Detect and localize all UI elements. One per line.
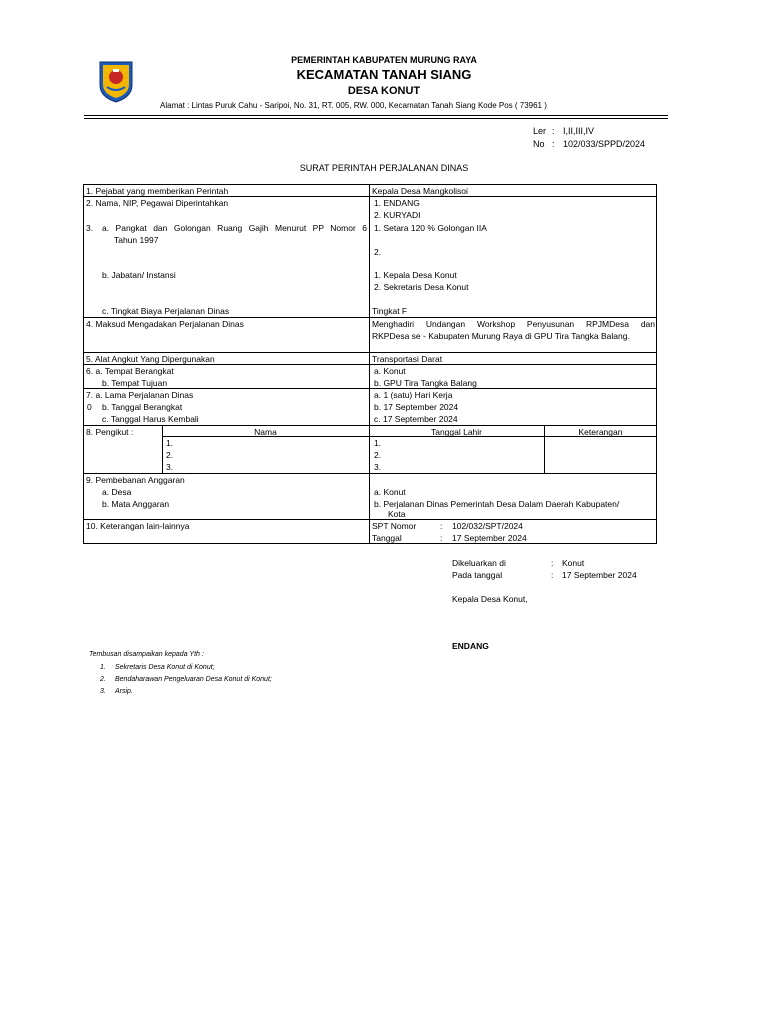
row4-label: 4. Maksud Mengadakan Perjalanan Dinas <box>86 319 244 329</box>
row9-label-3: b. Mata Anggaran <box>102 499 170 509</box>
header-village-line: DESA KONUT <box>347 85 421 97</box>
document-title: SURAT PERINTAH PERJALANAN DINAS <box>299 163 469 173</box>
row3c-value: Tingkat F <box>372 306 408 316</box>
row10-date-value: 17 September 2024 <box>452 533 527 543</box>
row8-tgl-1: 1. <box>374 438 382 448</box>
row7-value-1: a. 1 (satu) Hari Kerja <box>374 390 453 400</box>
row8-tgl-2: 2. <box>374 450 382 460</box>
row3a-value-2: 2. <box>374 247 382 257</box>
ref-ler-sep: : <box>552 126 555 136</box>
row-line-8 <box>83 473 657 474</box>
cc-heading: Tembusan disampaikan kepada Yth : <box>89 651 204 658</box>
ref-no-value: 102/033/SPPD/2024 <box>563 139 646 149</box>
row8-nama-3: 3. <box>166 462 174 472</box>
row8-label: 8. Pengikut : <box>86 427 134 437</box>
signer-name: ENDANG <box>452 641 489 651</box>
row-line-3 <box>83 317 657 318</box>
row3b-label: b. Jabatan/ Instansi <box>102 270 176 280</box>
row7-value-3: c. 17 September 2024 <box>374 414 458 424</box>
row-line-7 <box>83 425 657 426</box>
issued-place-sep: : <box>551 558 554 568</box>
row7-label-num: 0 <box>87 402 92 412</box>
row-line-1 <box>83 196 657 197</box>
row7-value-2: b. 17 September 2024 <box>374 402 459 412</box>
row8-tgl-3: 3. <box>374 462 382 472</box>
row2-label: 2. Nama, NIP, Pegawai Diperintahkan <box>86 198 229 208</box>
row3c-label: c. Tingkat Biaya Perjalanan Dinas <box>102 306 230 316</box>
row3-num: 3. <box>86 223 94 233</box>
cc-item-text: Bendaharawan Pengeluaran Desa Konut di Konut; <box>115 676 272 683</box>
cc-item-text: Sekretaris Desa Konut di Konut; <box>115 664 215 671</box>
header-government-line: PEMERINTAH KABUPATEN MURUNG RAYA <box>291 55 477 65</box>
row8-header-keterangan: Keterangan <box>578 427 623 437</box>
row3a-label-line1: a. Pangkat dan Golongan Ruang Gajih Menurut PP Nomor 6 <box>102 223 367 233</box>
row-line-5 <box>83 364 657 365</box>
row3a-label-line2: Tahun 1997 <box>114 235 159 245</box>
row5-label: 5. Alat Angkut Yang Dipergunakan <box>86 354 215 364</box>
row10-date-label: Tanggal <box>372 533 402 543</box>
row10-spt-label: SPT Nomor <box>372 521 417 531</box>
row8-header-nama: Nama <box>254 427 277 437</box>
row5-value: Transportasi Darat <box>372 354 443 364</box>
ref-ler-value: I,II,III,IV <box>563 126 595 136</box>
row10-label: 10. Keterangan lain-lainnya <box>86 521 190 531</box>
row8-header-tanggal-lahir: Tanggal Lahir <box>430 427 483 437</box>
row6-value-2: b. GPU Tira Tangka Balang <box>374 378 477 388</box>
row4-value-1: Menghadiri Undangan Workshop Penyusunan RPJMDesa dan <box>372 319 655 329</box>
row3b-value-2: 2. Sekretaris Desa Konut <box>374 282 469 292</box>
row7-label-3: c. Tanggal Harus Kembali <box>102 414 199 424</box>
row10-spt-sep: : <box>440 521 443 531</box>
row10-spt-value: 102/032/SPT/2024 <box>452 521 523 531</box>
row9-label-1: 9. Pembebanan Anggaran <box>86 475 185 485</box>
header-rule-thin <box>84 118 668 119</box>
row9-value-3: Kota <box>388 509 406 519</box>
issued-date-sep: : <box>551 570 554 580</box>
row6-label-1: 6. a. Tempat Berangkat <box>86 366 174 376</box>
row7-label-1: 7. a. Lama Perjalanan Dinas <box>86 390 194 400</box>
cc-item-num: 2. <box>100 676 106 683</box>
ref-ler-label: Ler <box>533 126 547 136</box>
row3b-value-1: 1. Kepala Desa Konut <box>374 270 457 280</box>
header-rule-thick <box>84 115 668 116</box>
row-line-6 <box>83 388 657 389</box>
row1-value: Kepala Desa Mangkolisoi <box>372 186 468 196</box>
header-district-line: KECAMATAN TANAH SIANG <box>296 67 472 82</box>
row9-value-1: a. Konut <box>374 487 406 497</box>
issued-date-label: Pada tanggal <box>452 570 503 580</box>
ref-no-label: No <box>533 139 545 149</box>
row2-value-2: 2. KURYADI <box>374 210 421 220</box>
table-divider-lower <box>369 473 370 544</box>
issued-place-label: Dikeluarkan di <box>452 558 506 568</box>
row6-value-1: a. Konut <box>374 366 406 376</box>
cc-item-text: Arsip. <box>115 688 133 695</box>
cc-item-num: 1. <box>100 664 106 671</box>
ref-no-sep: : <box>552 139 555 149</box>
row9-value-2: b. Perjalanan Dinas Pemerintah Desa Dalam Daerah Kabupaten/ <box>374 499 620 509</box>
row9-label-2: a. Desa <box>102 487 132 497</box>
row-line-9 <box>83 519 657 520</box>
issued-date-value: 17 September 2024 <box>562 570 637 580</box>
row8-nama-2: 2. <box>166 450 174 460</box>
row6-label-2: b. Tempat Tujuan <box>102 378 168 388</box>
row3a-value-1: 1. Setara 120 % Golongan IIA <box>374 223 487 233</box>
issued-place-value: Konut <box>562 558 585 568</box>
row2-value-1: 1. ENDANG <box>374 198 420 208</box>
cc-item-num: 3. <box>100 688 106 695</box>
row8-nama-1: 1. <box>166 438 174 448</box>
row7-label-2: b. Tanggal Berangkat <box>102 402 183 412</box>
row1-label: 1. Pejabat yang memberikan Perintah <box>86 186 229 196</box>
signer-title: Kepala Desa Konut, <box>452 594 528 604</box>
row-line-4 <box>83 352 657 353</box>
row10-date-sep: : <box>440 533 443 543</box>
header-address: Alamat : Lintas Puruk Cahu - Saripoi, No. 31, RT. 005, RW. 000, Kecamatan Tanah Siang Kode Pos ( 73961 ) <box>160 101 547 110</box>
row4-value-2: RKPDesa se - Kabupaten Murung Raya di GPU Tira Tangka Balang. <box>372 331 630 341</box>
